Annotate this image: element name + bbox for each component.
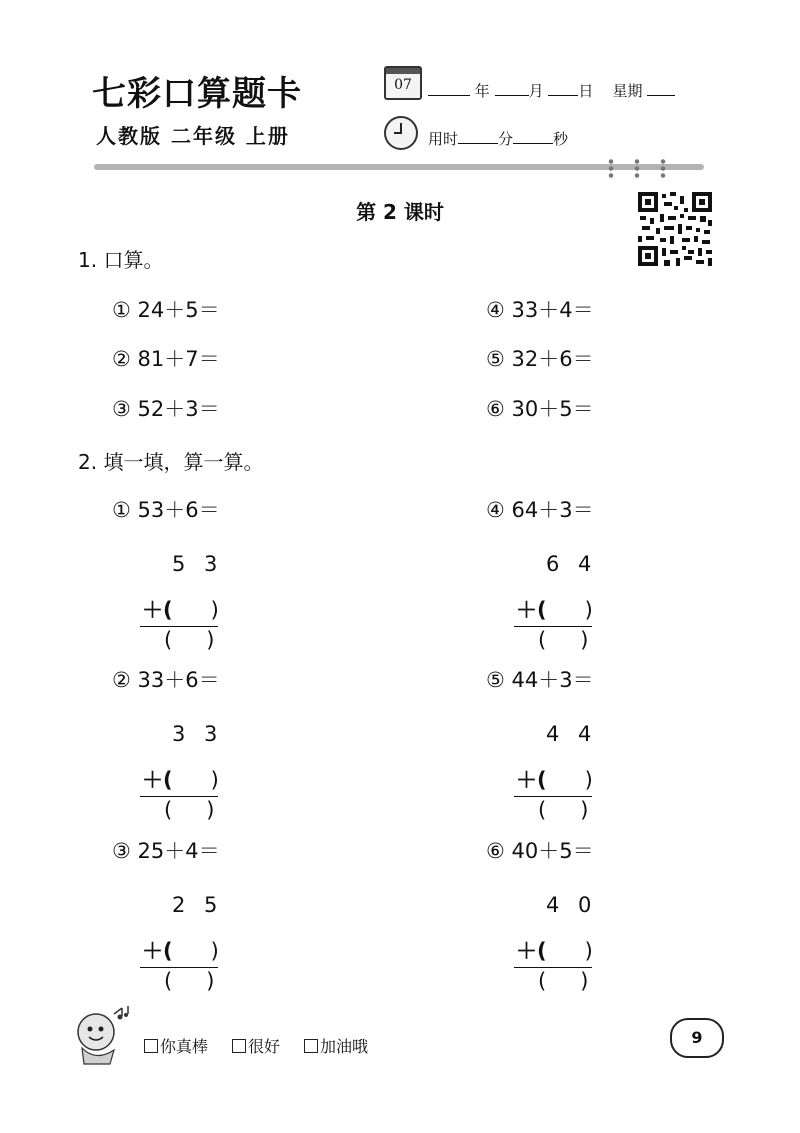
divider-knot — [634, 158, 640, 178]
vertical-addend: 5 3 — [172, 552, 224, 576]
exercise-2-6 — [486, 835, 594, 865]
seconds-blank[interactable] — [513, 129, 553, 144]
expression: 81＋7＝ — [137, 347, 220, 371]
item-number: ⑤ — [486, 668, 505, 692]
expression: 32＋6＝ — [511, 347, 594, 371]
exercise-2-1 — [112, 494, 220, 524]
item-number: ③ — [112, 397, 131, 421]
open-paren: ( — [164, 798, 173, 822]
expression: 53＋6＝ — [137, 498, 220, 522]
plus-sign: ＋( — [142, 939, 173, 963]
time-label: 用时 — [428, 130, 459, 148]
divider-knot — [660, 158, 666, 178]
month-label: 月 — [528, 82, 544, 100]
calendar-icon — [384, 66, 422, 100]
item-number: ③ — [112, 839, 131, 863]
vertical-add-row[interactable] — [142, 935, 219, 965]
sum-line — [514, 796, 592, 797]
close-paren: ) — [580, 969, 589, 993]
close-paren: ) — [210, 768, 219, 792]
page-number: 9 — [670, 1018, 724, 1058]
exercise-1-5 — [486, 343, 594, 373]
item-number: ② — [112, 347, 131, 371]
vertical-addend: 4 0 — [546, 893, 598, 917]
expression: 44＋3＝ — [511, 668, 594, 692]
option-label: 加油哦 — [320, 1037, 369, 1056]
expression: 52＋3＝ — [137, 397, 220, 421]
checkbox-icon[interactable] — [304, 1039, 318, 1053]
open-paren: ( — [164, 628, 173, 652]
close-paren: ) — [210, 939, 219, 963]
edition-label: 人教版 二年级 上册 — [96, 124, 290, 148]
divider-knot — [608, 158, 614, 178]
rating-option-good[interactable] — [232, 1034, 280, 1057]
exercise-1-3 — [112, 393, 220, 423]
sum-line — [140, 626, 218, 627]
open-paren: ( — [164, 969, 173, 993]
item-number: ④ — [486, 298, 505, 322]
exercise-2-5 — [486, 664, 594, 694]
vertical-addend: 3 3 — [172, 722, 224, 746]
checkbox-icon[interactable] — [232, 1039, 246, 1053]
brand-title: 七彩口算题卡 — [92, 74, 302, 114]
close-paren: ) — [584, 768, 593, 792]
weekday-label: 星期 — [612, 82, 643, 100]
day-blank[interactable] — [548, 81, 578, 96]
item-number: ⑤ — [486, 347, 505, 371]
option-label: 很好 — [248, 1037, 281, 1056]
exercise-1-2 — [112, 343, 220, 373]
close-paren: ) — [580, 798, 589, 822]
date-fields — [428, 80, 675, 101]
sum-line — [140, 967, 218, 968]
section1-title: 1. 口算。 — [78, 248, 164, 272]
exercise-2-4 — [486, 494, 594, 524]
open-paren: ( — [538, 798, 547, 822]
lesson-title: 第 2 课时 — [356, 200, 444, 224]
expression: 33＋6＝ — [137, 668, 220, 692]
option-label: 你真棒 — [160, 1037, 209, 1056]
close-paren: ) — [584, 939, 593, 963]
close-paren: ) — [584, 598, 593, 622]
vertical-add-row[interactable] — [516, 594, 593, 624]
exercise-1-1 — [112, 294, 220, 324]
day-label: 日 — [578, 82, 594, 100]
exercise-1-4 — [486, 294, 594, 324]
year-label: 年 — [474, 82, 490, 100]
vertical-result-row[interactable] — [164, 628, 214, 652]
expression: 25＋4＝ — [137, 839, 220, 863]
expression: 24＋5＝ — [137, 298, 220, 322]
minutes-label: 分 — [498, 130, 514, 148]
item-number: ① — [112, 298, 131, 322]
qr-code-icon[interactable] — [638, 192, 712, 266]
expression: 40＋5＝ — [511, 839, 594, 863]
month-blank[interactable] — [495, 81, 529, 96]
sum-line — [514, 626, 592, 627]
vertical-result-row[interactable] — [538, 969, 588, 993]
exercise-2-3 — [112, 835, 220, 865]
calendar-date: 07 — [394, 77, 412, 93]
year-blank[interactable] — [428, 81, 470, 96]
vertical-result-row[interactable] — [164, 969, 214, 993]
vertical-add-row[interactable] — [516, 935, 593, 965]
sum-line — [514, 967, 592, 968]
clock-icon — [384, 116, 418, 150]
vertical-addend: 2 5 — [172, 893, 224, 917]
item-number: ⑥ — [486, 839, 505, 863]
rating-option-keep-going[interactable] — [304, 1034, 368, 1057]
open-paren: ( — [538, 969, 547, 993]
vertical-add-row[interactable] — [142, 594, 219, 624]
item-number: ⑥ — [486, 397, 505, 421]
vertical-addend: 6 4 — [546, 552, 598, 576]
close-paren: ) — [210, 598, 219, 622]
plus-sign: ＋( — [516, 768, 547, 792]
minutes-blank[interactable] — [458, 129, 498, 144]
item-number: ④ — [486, 498, 505, 522]
plus-sign: ＋( — [142, 598, 173, 622]
expression: 64＋3＝ — [511, 498, 594, 522]
open-paren: ( — [538, 628, 547, 652]
plus-sign: ＋( — [516, 939, 547, 963]
plus-sign: ＋( — [516, 598, 547, 622]
weekday-blank[interactable] — [647, 81, 675, 96]
item-number: ① — [112, 498, 131, 522]
checkbox-icon[interactable] — [144, 1039, 158, 1053]
expression: 30＋5＝ — [511, 397, 594, 421]
exercise-2-2 — [112, 664, 220, 694]
mascot-icon — [70, 1002, 136, 1068]
time-fields — [428, 128, 568, 149]
close-paren: ) — [206, 628, 215, 652]
vertical-add-row[interactable] — [142, 764, 219, 794]
section2-title: 2. 填一填，算一算。 — [78, 450, 264, 474]
rating-option-excellent[interactable] — [144, 1034, 208, 1057]
vertical-result-row[interactable] — [538, 628, 588, 652]
close-paren: ) — [206, 798, 215, 822]
close-paren: ) — [206, 969, 215, 993]
vertical-addend: 4 4 — [546, 722, 598, 746]
sum-line — [140, 796, 218, 797]
close-paren: ) — [580, 628, 589, 652]
expression: 33＋4＝ — [511, 298, 594, 322]
plus-sign: ＋( — [142, 768, 173, 792]
exercise-1-6 — [486, 393, 594, 423]
item-number: ② — [112, 668, 131, 692]
vertical-result-row[interactable] — [164, 798, 214, 822]
vertical-result-row[interactable] — [538, 798, 588, 822]
seconds-label: 秒 — [553, 130, 569, 148]
vertical-add-row[interactable] — [516, 764, 593, 794]
